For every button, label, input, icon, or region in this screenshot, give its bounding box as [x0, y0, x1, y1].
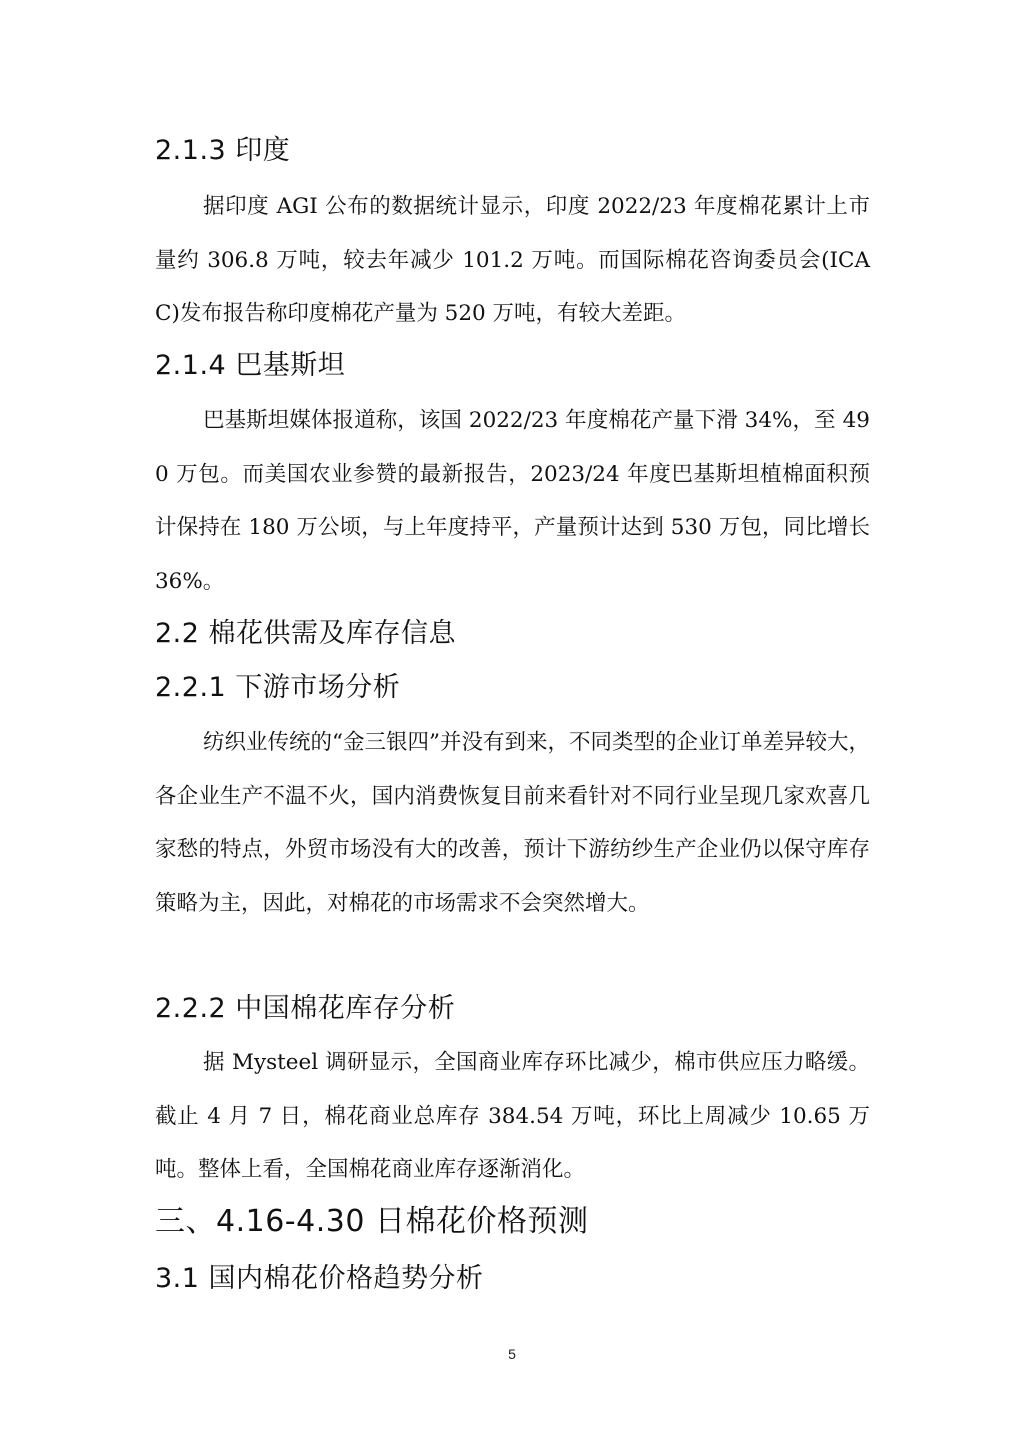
heading-china-inventory: 2.2.2 中国棉花库存分析	[155, 993, 456, 1024]
heading-supply-demand: 2.2 棉花供需及库存信息	[155, 618, 457, 649]
paragraph-india: 据印度 AGI 公布的数据统计显示，印度 2022/23 年度棉花累计上市量约 306.8 万吨，较去年减少 101.2 万吨。而国际棉花咨询委员会(ICAC)发布报告称印度棉花产量为 520 万吨，有较大差距。	[155, 194, 870, 326]
page-number: 5	[508, 1346, 516, 1362]
heading-forecast: 三、4.16-4.30 日棉花价格预测	[155, 1204, 589, 1239]
paragraph-pakistan: 巴基斯坦媒体报道称，该国 2022/23 年度棉花产量下滑 34%，至 490 万包。而美国农业参赞的最新报告，2023/24 年度巴基斯坦植棉面积预计保持在 180 万公顷，与上年度持平，产量预计达到 530 万包，同比增长 36%。	[155, 408, 870, 594]
paragraph-china-inventory: 据 Mysteel 调研显示，全国商业库存环比减少，棉市供应压力略缓。截止 4 月 7 日，棉花商业总库存 384.54 万吨，环比上周减少 10.65 万吨。整体上看，全国棉花商业库存逐渐消化。	[155, 1050, 870, 1182]
heading-pakistan: 2.1.4 巴基斯坦	[155, 350, 346, 381]
heading-downstream: 2.2.1 下游市场分析	[155, 672, 401, 703]
heading-domestic-trend: 3.1 国内棉花价格趋势分析	[155, 1263, 484, 1294]
heading-india: 2.1.3 印度	[155, 135, 291, 166]
paragraph-downstream: 纺织业传统的“金三银四”并没有到来，不同类型的企业订单差异较大，各企业生产不温不火，国内消费恢复目前来看针对不同行业呈现几家欢喜几家愁的特点，外贸市场没有大的改善，预计下游纺纱生产企业仍以保守库存策略为主，因此，对棉花的市场需求不会突然增大。	[155, 730, 870, 916]
